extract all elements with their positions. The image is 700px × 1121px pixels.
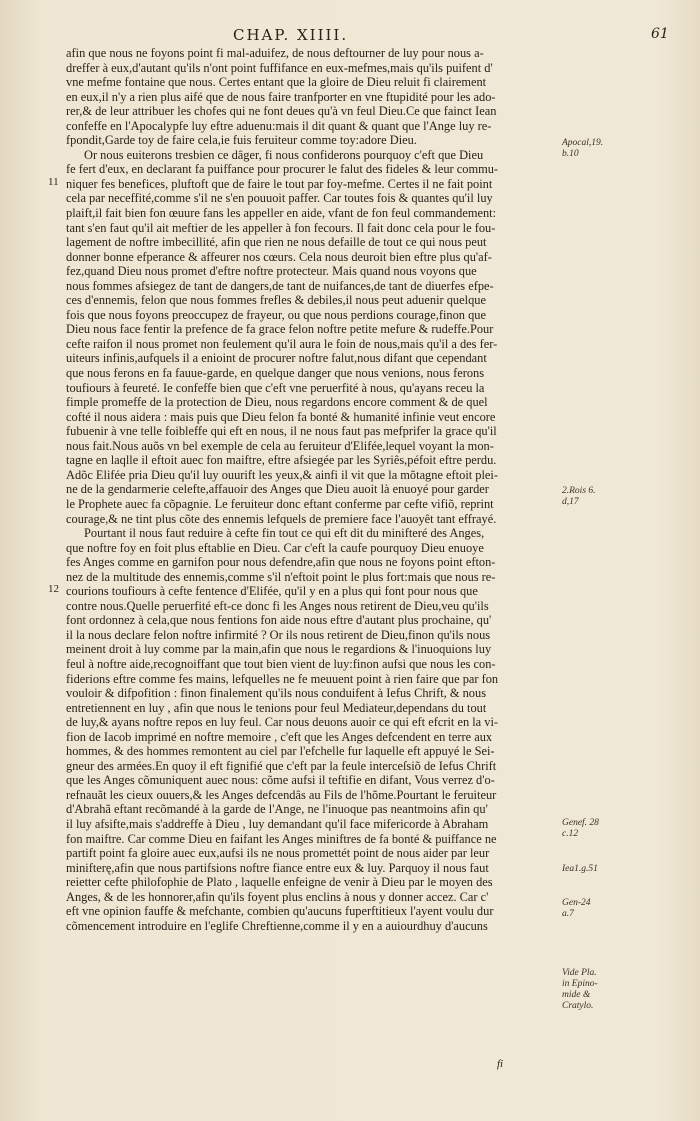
margin-note-genes-ref: c.12: [562, 829, 579, 839]
text-line: Dieu nous face fentir la prefence de fa grace felon noftre petite mefure & rudeffe.Pour: [66, 322, 494, 337]
text-line: le Prophete auec fa cõpagnie. Le feruiteur donc eftant conferme par cefte vifiõ, reprint: [66, 496, 494, 511]
text-line: fiderions eftre comme fes mains, lefquelles ne fe meuuent point à rien faire que par fon: [66, 671, 499, 686]
text-line: fimple promeffe de la protection de Dieu, nous regardons encore comment & de quel: [66, 395, 488, 410]
section-number-12: 12: [48, 583, 59, 595]
section-number-11: 11: [48, 176, 59, 188]
text-line: que noftre foy en foit plus eftablie en Dieu. Car c'eft la caufe pourquoy Dieu enuoye: [66, 540, 484, 555]
text-line: cofté il nous aidera : mais puis que Dieu felon fa bonté & humanité infinie veut encore: [66, 409, 496, 424]
margin-note-iea-text: Iea1.g.51: [562, 864, 598, 874]
text-line: nez de la multitude des ennemis,comme s'il n'eftoit point le plus fort:mais que nous re-: [66, 569, 496, 584]
text-line: nous fait.Nous auõs vn bel exemple de cela au feruiteur d'Elifée,lequel voyant la mon-: [66, 438, 494, 453]
margin-note-cratyl-text: Cratylo.: [562, 1001, 594, 1011]
text-line: uiteurs infinis,aufquels il a enioint de procurer noftre falut,nous difant que cependant: [66, 351, 487, 366]
text-line: plaift,il fait bien fon œuure fans les appeller en aide, vfant de fon feul commandement:: [66, 206, 497, 221]
text-line: que nous ferons en fa fauue-garde, en quelque danger que nous venions, nous ferons: [66, 366, 485, 381]
text-line: confeffe en l'Apocalypfe luy eftre aduenu:mais il dit quant & quant que l'Ange luy re-: [66, 118, 492, 133]
text-line: tagne en laqlle il eftoit auec fon maiftre, eftre afsiegée par les Syriês,péfoit eftre perdu.: [66, 453, 497, 468]
text-line: en eux,il n'y a rien plus aifé que de nous faire tranfporter en vne ftupidité pour les ado-: [66, 89, 496, 104]
text-line: dreffer à eux,d'autant qu'ils n'ont point fuffifance en eux-mefmes,mais qu'ils puifent d': [66, 60, 493, 75]
text-line: fon maiftre. Car comme Dieu en faifant les Anges miniftres de fa bonté & puiffance ne: [66, 831, 497, 846]
text-line: fe fert d'eux, en declarant fa puiffance pour procurer le falut des fideles & leur commu-: [66, 162, 499, 177]
margin-note-iean: [562, 864, 598, 875]
margin-note-plato: [562, 968, 598, 1012]
margin-note-epino-text: in Epino-: [562, 979, 598, 989]
text-line: fois que nous foyons preoccupez de frayeur, ou que nous perdions courage,finon que: [66, 307, 486, 322]
text-line: gneur des armées.En quoy il eft fignifié que c'eft par la feule interceſsiõ de Iefus Chrift: [66, 758, 497, 773]
margin-note-apocal-ref: b.10: [562, 149, 579, 159]
text-line: refnauãt les cieux ouuers,& les Anges defcendâs au Fils de l'hõme.Pourtant le feruiteur: [66, 787, 497, 802]
text-line: afin que nous ne foyons point fi mal-aduifez, de nous deftourner de luy pour nous a-: [66, 46, 484, 60]
text-line: fes Anges comme en garnifon pour nous defendre,afin que nous ne foyons point efton-: [66, 555, 496, 570]
text-line: rer,& de leur attribuer les chofes qui ne font deues qu'à vn feul Dieu.Ce que fainct Iean: [66, 104, 497, 119]
text-line: vouloir & difpofition : finon finalement qu'ils nous conduifent à Iefus Chrift, & nous: [66, 686, 487, 701]
body-text: [66, 46, 558, 933]
text-line: contre nous.Quelle peruerfité eft-ce donc fi les Anges nous retirent de Dieu,veu qu'ils: [66, 598, 489, 613]
text-line: courage,& ne tint plus cõte des ennemis lefquels de premiere face l'auoyêt tant effrayé.: [66, 511, 497, 526]
text-line: ces d'ennemis, felon que nous fommes frefles & debiles,il nous peut aduenir quelque: [66, 293, 486, 308]
text-line: cefte raifon il nous promet non feulement qu'il aura le foin de nous,mais qu'il a des fer-: [66, 336, 498, 351]
text-line: font ordonnez à cela,que nous fentions fon aide nous eftre d'autant plus prochaine, qu': [66, 613, 492, 628]
text-line: fion de Iacob imprimé en noftre memoire , c'eft que les Anges defcendent en terre aux: [66, 729, 493, 744]
margin-note-rois-ref: d,17: [562, 497, 579, 507]
catchword: fi: [497, 1058, 504, 1070]
text-line: tant s'en faut qu'il ait meftier de les appeller à fon fecours. Il fait donc cela pour le fou-: [66, 220, 496, 235]
text-line: feul à noftre aide,recognoiffant que tout bien vient de luy:finon aufsi que nous les con-: [66, 656, 496, 671]
margin-note-gen24-ref: a.7: [562, 909, 574, 919]
folio-number: 61: [651, 26, 669, 42]
text-line: de luy,& ayans noftre repos en luy feul. Car nous deuons auoir ce qui eft efcrit en la vi-: [66, 715, 499, 730]
margin-note-gen24-text: Gen-24: [562, 898, 591, 908]
text-line: lagement de noftre imbecillité, afin que rien ne nous defaille de tout ce qui nous peut: [66, 235, 487, 250]
text-line: il la nous declare felon noftre infirmité ? Or ils nous retirent de Dieu,finon qu'ils nous: [66, 627, 491, 642]
text-line: cõmencement introduire en l'eglife Chreftienne,comme il y en a auiourdhuy d'aucuns: [66, 918, 488, 933]
margin-note-apocalypse: [562, 138, 603, 160]
text-line: d'Abrahã eftant recõmandé à la garde de l'Ange, ne l'inuoque pas neantmoins afin qu': [66, 802, 488, 817]
text-line: fubuenir à vne telle foibleffe qui eft en nous, il ne nous faut pas mefprifer la grace qu'il: [66, 424, 497, 439]
text-line: vne mefme fontaine que nous. Certes entant que la gloire de Dieu reluit fi clairement: [66, 75, 487, 90]
text-line: ne de la gendarmerie celefte,affauoir des Anges que Dieu auoit là enuoyé pour garder: [66, 482, 489, 497]
chapter-heading: CHAP. XIIII.: [233, 26, 349, 44]
running-head: [0, 26, 700, 46]
margin-note-apocal-text: Apocal,19.: [562, 138, 604, 148]
text-line: eft vne opinion fauffe & mefchante, combien qu'aucuns fuperftitieux l'ayent voulu dur: [66, 904, 494, 919]
text-line: nous fommes afsiegez de tant de dangers,de tant de nuifances,de tant de diuerfes efpe-: [66, 278, 494, 293]
text-line: courions toufiours à cefte fentence d'Elifée, qu'il y en a plus qui font pour nous que: [66, 584, 478, 599]
margin-note-genes-text: Genef. 28: [562, 818, 599, 828]
text-line: partift point fa gloire auec eux,aufsi ils ne nous promettét point de nous aider par leur: [66, 846, 490, 861]
text-line: Anges, & de les honnorer,afin qu'ils foyent plus enclins à nous y donner accez. Car c': [66, 889, 489, 904]
text-line: il luy afsifte,mais s'addreffe à Dieu , luy demandant qu'il face mifericorde à Abraham: [66, 816, 489, 831]
margin-note-genese-24: [562, 898, 591, 920]
text-line: Pourtant il nous faut reduire à cefte fin tout ce qui eft dit du minifteré des Anges,: [84, 526, 485, 541]
text-line: niquer fes benefices, pluftoft que de faire le tout par foy-mefme. Certes il ne fait point: [66, 176, 493, 191]
text-line: fez,quand Dieu nous promet d'eftre noftre protecteur. Mais quand nous voyons que: [66, 264, 477, 279]
text-line: reietter cefte philofophie de Plato , laquelle enfeigne de venir à Dieu par le moyen des: [66, 875, 493, 890]
text-line: minifterę,afin que nous partifsions noftre fiance entre eux & luy. Parquoy il nous faut: [66, 860, 489, 875]
text-line: hommes, & des hommes remontent au ciel par l'efchelle fur laquelle eft appuyé le Sei-: [66, 744, 495, 759]
text-line: toufiours à feureté. Ie confeffe bien que c'eft vne peruerfité à nous, qu'ayans receu la: [66, 380, 485, 395]
margin-note-vide-text: Vide Pla.: [562, 968, 597, 978]
margin-note-rois: [562, 486, 596, 508]
text-line: meinent droit à luy comme par la main,afin que nous le regardions & l'inuoquions luy: [66, 642, 492, 657]
margin-note-mide-text: mide &: [562, 990, 591, 1000]
text-line: Adõc Elifée pria Dieu qu'il luy ouurift les yeux,& ainfi il vit que la mõtagne eftoit plei-: [66, 467, 499, 482]
text-line: Or nous euiterons tresbien ce dâger, fi nous confiderons pourquoy c'eft que Dieu: [84, 147, 484, 162]
margin-note-genese-28: [562, 818, 599, 840]
text-line: cela par neceffité,comme s'il ne s'en pouuoit paffer. Car toutes fois & quantes qu'il luy: [66, 191, 493, 206]
text-line: donner bonne efperance & affeurer nos cœurs. Cela nous deuroit bien eftre plus qu'af-: [66, 249, 492, 264]
text-line: entretiennent en luy , afin que nous le tenions pour feul Mediateur,dependans du tout: [66, 700, 487, 715]
margin-note-rois-text: 2.Rois 6.: [562, 486, 596, 496]
text-line: fpondit,Garde toy de faire cela,ie fuis feruiteur comme toy:adore Dieu.: [66, 133, 417, 148]
text-line: que les Anges cõmuniquent auec nous: cõme aufsi il teftifie en difant, Vous verrez d'o-: [66, 773, 495, 788]
